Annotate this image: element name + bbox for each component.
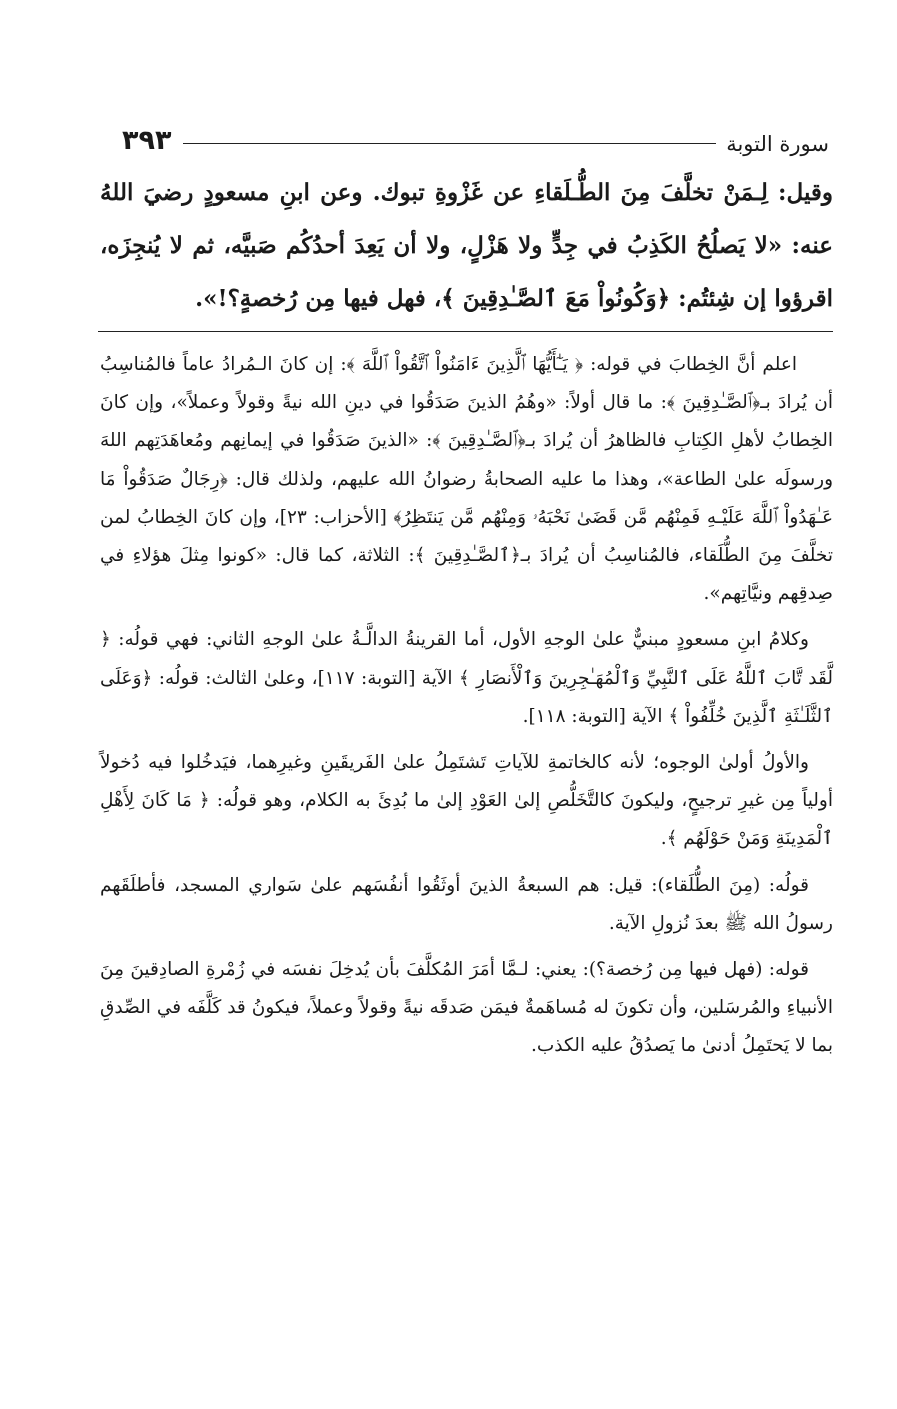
commentary-paragraph: اعلم أنَّ الخِطابَ في قوله: ﴿ يَـٰٓأَيُّهَا ٱلَّذِينَ ءَامَنُواْ ٱتَّقُواْ ٱللَّهَ ﴾: إن كانَ الـمُرادُ عاماً فالمُناسِبُ أن يُرادَ بـ﴿ٱلصَّـٰدِقِينَ ﴾: ما قال أولاً: «وهُمُ الذينَ صَدَقُوا في دينِ الله نيةً وقولاً وعملاً»، وإن كانَ الخِطابُ لأهلِ الكِتابِ فالظاهرُ أن يُرادَ بـ﴿ٱلصَّـٰدِقِينَ ﴾: «الذينَ صَدَقُوا في إيمانِهم ومُعاهَدَتِهم اللهَ ورسولَه علىٰ الطاعة»، وهذا ما عليه الصحابةُ رضوانُ الله عليهم، ولذلك قال: ﴿رِجَالٌ صَدَقُواْ مَا عَـٰهَدُواْ ٱللَّهَ عَلَيْـهِ فَمِنْهُم مَّن قَضَىٰ نَحْبَهُۥ وَمِنْهُم مَّن يَنتَظِرُ﴾ [الأحزاب: ٢٣]، وإن كانَ الخِطابُ لمن تخلَّفَ مِنَ الطُّلَقاء، فالمُناسِبُ أن يُرادَ بـ﴿ٱلصَّـٰدِقِينَ ﴾: الثلاثة، كما قال: «كونوا مِثلَ هؤلاءِ في صِدقِهم ونيَّاتِهم». — [100, 354, 833, 605]
commentary-paragraph: وكلامُ ابنِ مسعودٍ مبنيٌّ علىٰ الوجهِ الأول، أما القرينةُ الدالَّـةُ علىٰ الوجهِ الثاني: فهي قولُه: ﴿ لَّقَد تَّابَ ٱللَّهُ عَلَى ٱلنَّبِيِّ وَٱلْمُهَـٰجِرِينَ وَٱلْأَنصَارِ ﴾ الآية [التوبة: ١١٧]، وعلىٰ الثالث: قولُه: ﴿وَعَلَى ٱلثَّلَـٰثَةِ ٱلَّذِينَ خُلِّفُواْ ﴾ الآية [التوبة: ١١٨]. — [100, 629, 833, 727]
main-text: وقيل: لِـمَنْ تخلَّفَ مِنَ الطُّـلَقاءِ عن غَزْوةِ تبوك. وعن ابنِ مسعودٍ رضيَ اللهُ عنه: «لا يَصلُحُ الكَذِبُ في جِدٍّ ولا هَزْلٍ، ولا أن يَعِدَ أحدُكُم صَبيَّه، ثم لا يُنجِزَه، اقرؤوا إن شِئتُم: ﴿وَكُونُواْ مَعَ ٱلصَّـٰدِقِينَ ﴾، فهل فيها مِن رُخصةٍ؟!». — [100, 179, 833, 312]
page-number: ٣٩٣ — [122, 125, 172, 156]
surah-title: سورة التوبة — [726, 132, 829, 156]
commentary-paragraph: والأولُ أولىٰ الوجوه؛ لأنه كالخاتمةِ للآياتِ تَشتَمِلُ علىٰ الفَريقَينِ وغيرِهما، فيَدخُلوا فيه دُخولاً أولياً مِن غيرِ ترجيحٍ، وليكونَ كالتَّخَلُّصِ إلىٰ العَوْدِ إلىٰ ما بُدِئَ به الكلام، وهو قولُه: ﴿ مَا كَانَ لِأَهْلِ ٱلْمَدِينَةِ وَمَنْ حَوْلَهُم ﴾. — [100, 752, 833, 850]
page-header — [122, 108, 829, 156]
commentary-paragraph: قوله: (فهل فيها مِن رُخصة؟): يعني: لـمَّا أمَرَ المُكلَّفَ بأن يُدخِلَ نفسَه في زُمْرةِ الصادِقينَ مِنَ الأنبياءِ والمُرسَلين، وأن تكونَ له مُساهَمةٌ فيمَن صَدقَه نيةً وقولاً وعملاً، فيكونُ قد كَلَّفَه في الصِّدقِ بما لا يَحتَمِلُ أدنىٰ ما يَصدُقُ عليه الكذب. — [100, 959, 833, 1057]
text-divider — [98, 331, 833, 332]
header-rule — [183, 143, 716, 144]
commentary — [100, 346, 833, 1074]
commentary-paragraph: قولُه: (مِنَ الطُّلَقاء): قيل: هم السبعةُ الذينَ أوثَقُوا أنفُسَهم علىٰ سَواري المسجد، فأطلَقَهم رسولُ الله ﷺ بعدَ نُزولِ الآية. — [100, 874, 833, 934]
